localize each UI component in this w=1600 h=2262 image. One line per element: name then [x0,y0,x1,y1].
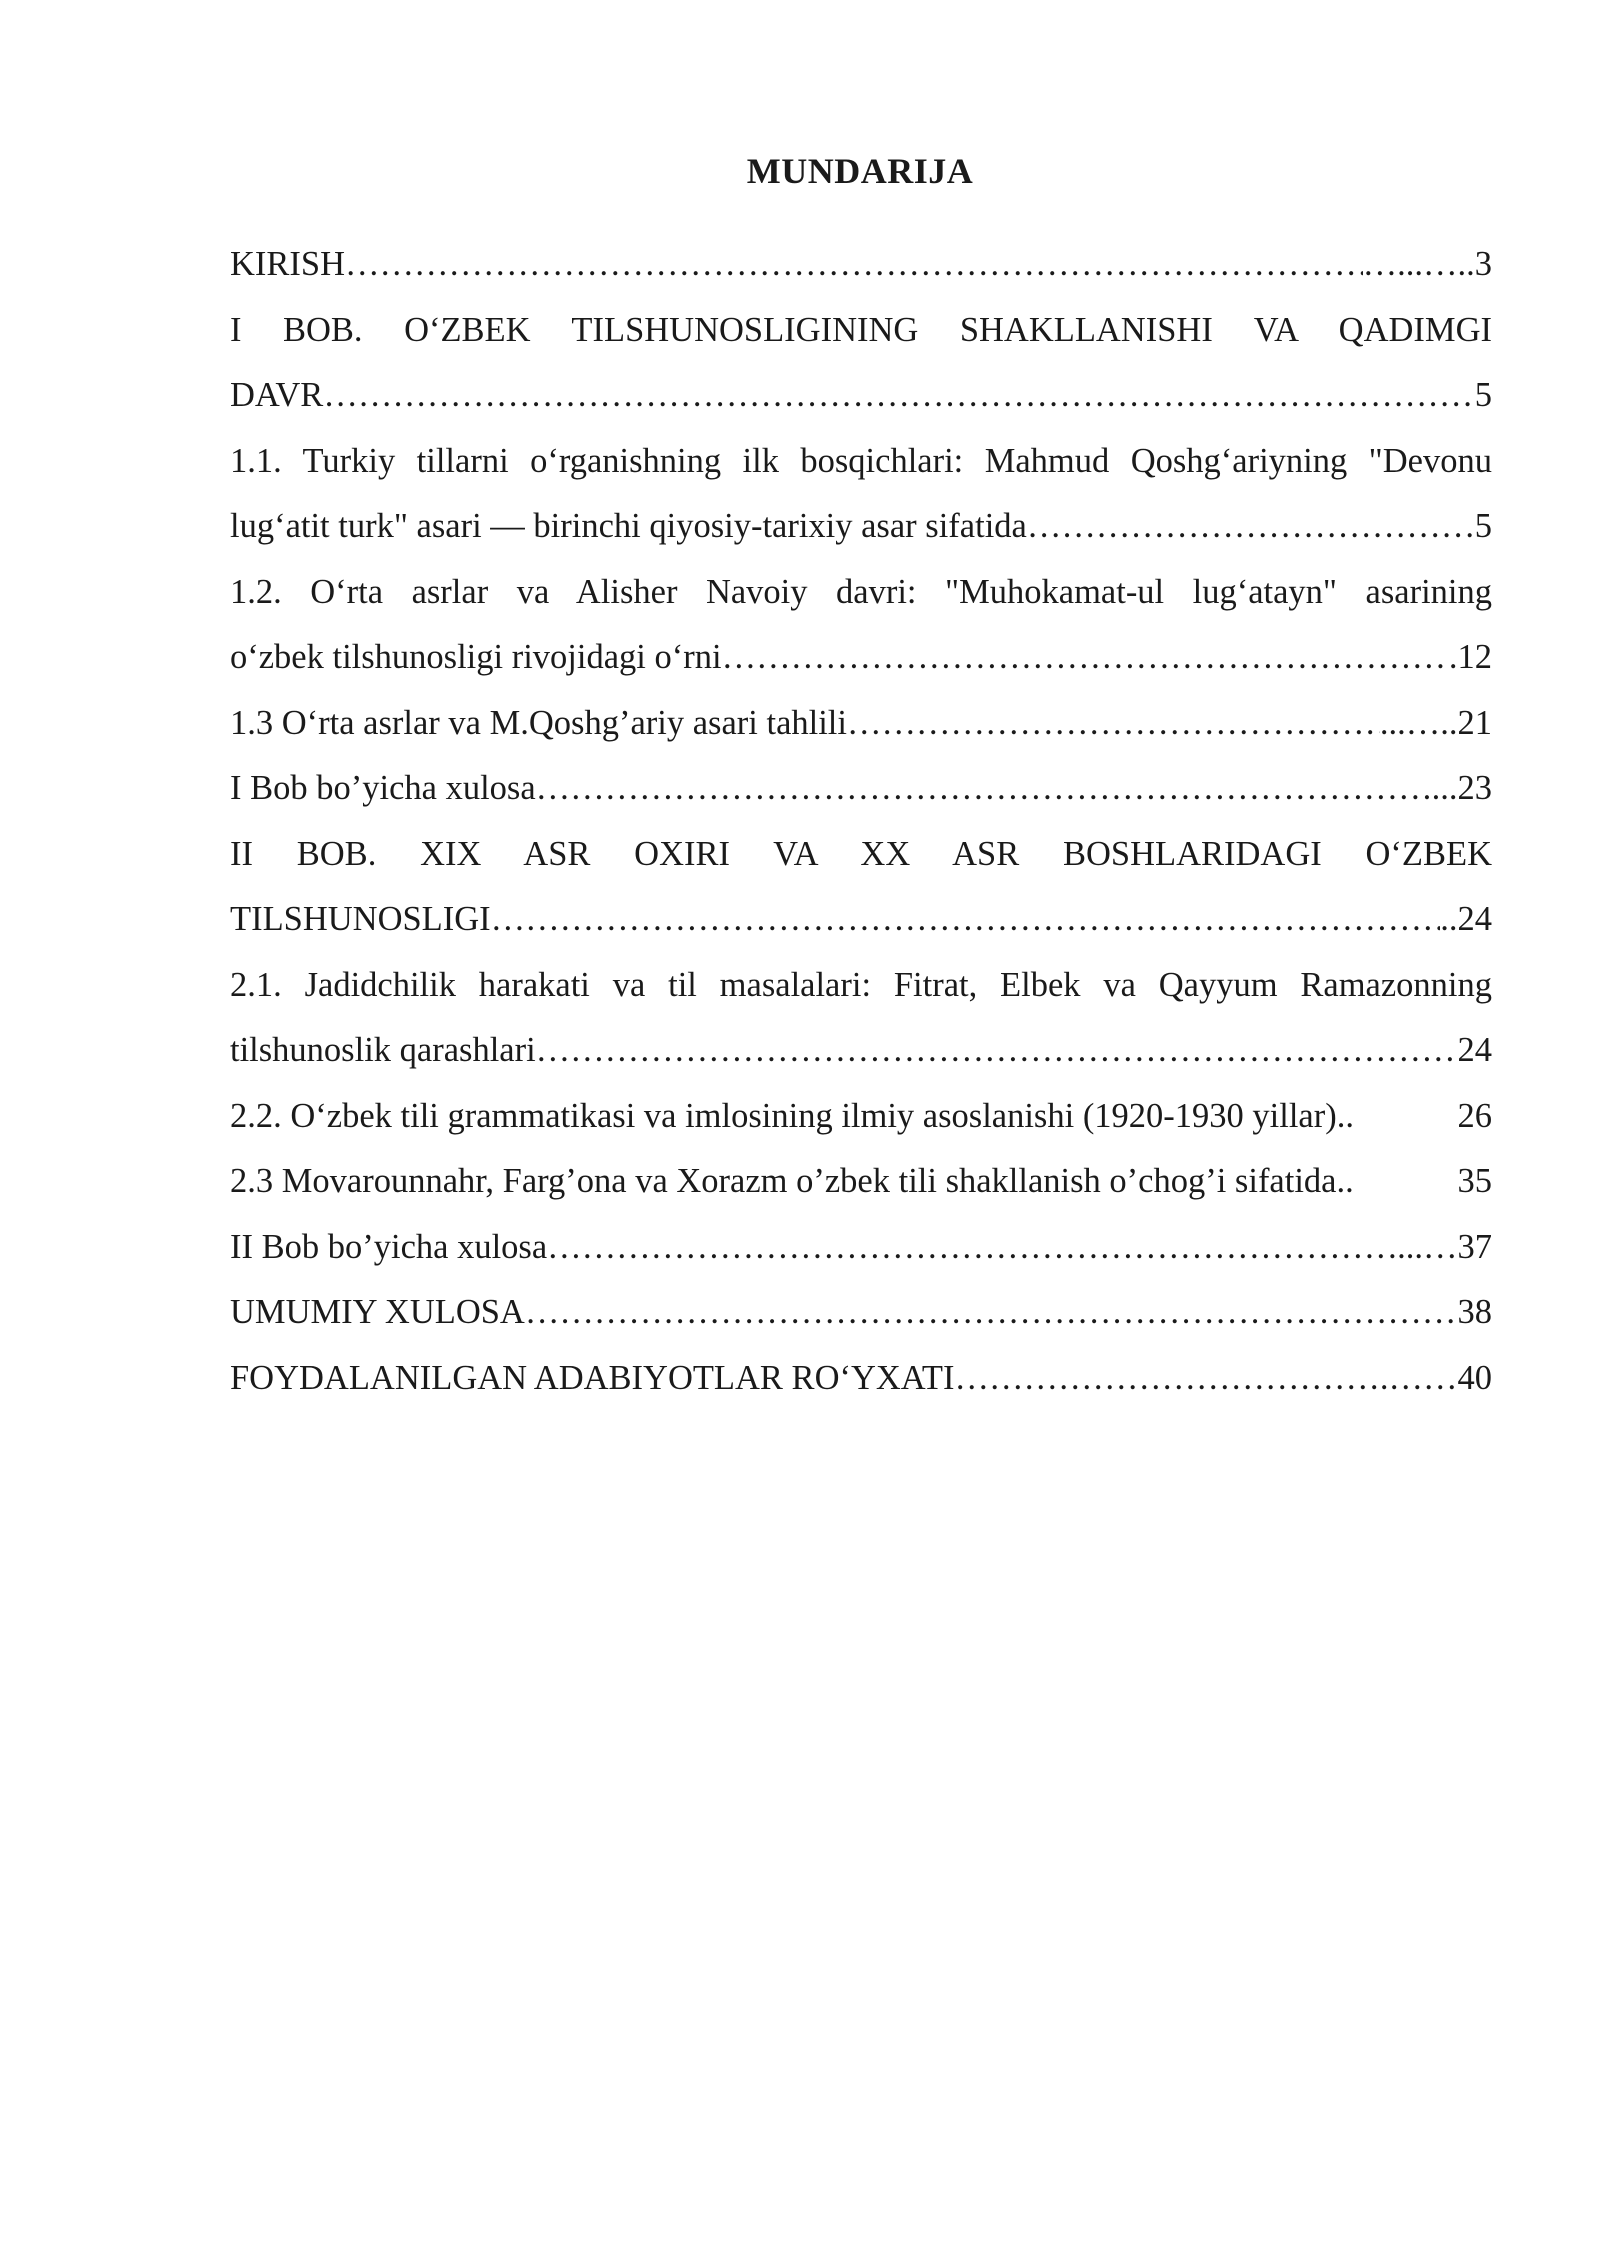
toc-entry-title: UMUMIY XULOSA [230,1293,525,1331]
toc-entry-row [230,887,1492,953]
toc-entry-title: II Bob bo’yicha xulosa [230,1227,548,1266]
dot-leader [536,1018,1458,1084]
toc-page-number: 24 [1457,900,1492,938]
toc-page-number: 38 [1457,1293,1492,1331]
toc-page-number: 23 [1457,769,1492,807]
toc-page-number: 5 [1474,376,1492,414]
dot-leader [345,232,1363,298]
toc-entry-title: o‘zbek tilshunosligi rivojidagi o‘rni [230,638,722,676]
toc-entry [230,1215,1492,1281]
toc-entry-row [230,1215,1492,1281]
toc-entry [230,1346,1492,1412]
dot-leader [722,625,1449,691]
toc-entry-row [230,494,1492,560]
toc-page-number: 21 [1457,703,1492,742]
toc-entry-title: KIRISH [230,245,346,283]
toc-entry-title: TILSHUNOSLIGI [230,900,491,938]
table-of-contents [230,232,1492,1411]
leader-tail: .. [1440,900,1458,938]
leader-tail: ... [1431,769,1458,807]
toc-entry [230,756,1492,822]
toc-page-number: 12 [1457,638,1492,676]
leader-tail: ...… [1397,1227,1458,1266]
toc-page-number: 35 [1457,1162,1492,1200]
toc-entry-title: 2.3 Movarounnahr, Farg’ona va Xorazm o’zbek tili shakllanish o’chog’i sifatida.. [230,1162,1354,1200]
toc-entry-row [230,1018,1492,1084]
toc-entry-row [230,1084,1492,1150]
toc-entry-row [230,363,1492,429]
toc-entry-row [230,1346,1492,1412]
toc-page-number: 24 [1457,1031,1492,1069]
leader-tail: ...….. [1379,703,1458,742]
toc-page-number: 3 [1474,245,1492,283]
toc-entry-title: tilshunoslik qarashlari [230,1031,536,1069]
toc-entry [230,1280,1492,1346]
toc-entry [230,429,1492,560]
toc-entry [230,298,1492,429]
dot-leader [847,691,1380,757]
toc-entry-title: 1.3 O‘rta asrlar va M.Qoshg’ariy asari tahlili [230,703,847,742]
toc-entry-title: FOYDALANILGAN ADABIYOTLAR RO‘YXATI [230,1358,955,1397]
toc-page-number: 40 [1457,1358,1492,1397]
toc-page-number: 26 [1457,1096,1492,1135]
toc-entry [230,1149,1492,1215]
toc-entry [230,953,1492,1084]
toc-entry [230,232,1492,298]
toc-entry-title: 2.2. O‘zbek tili grammatikasi va imlosining ilmiy asoslanishi (1920-1930 yillar).. [230,1096,1354,1135]
toc-entry-title: I Bob bo’yicha xulosa [230,769,536,807]
dot-leader [547,1215,1397,1281]
toc-entry [230,691,1492,757]
toc-entry-row [230,232,1492,298]
toc-entry-row [230,1149,1492,1215]
leader-tail: .…… [1379,1358,1458,1397]
dot-leader [323,363,1474,429]
toc-entry-row [230,1280,1492,1346]
toc-page-number: 37 [1457,1227,1492,1266]
toc-page-number: 5 [1474,507,1492,545]
toc-entry-line: 1.2. O‘rta asrlar va Alisher Navoiy davri: "Muhokamat-ul lug‘atayn" asarining [230,572,1492,611]
dot-leader [536,756,1432,822]
toc-entry-title: lug‘atit turk" asari — birinchi qiyosiy-tarixiy asar sifatida [230,507,1027,545]
leader-tail: …...….. [1362,245,1475,283]
dot-leader [491,887,1441,953]
toc-entry-line: 1.1. Turkiy tillarni o‘rganishning ilk bosqichlari: Mahmud Qoshg‘ariyning "Devonu [230,441,1492,480]
leader-tail: . [1448,638,1458,676]
toc-entry-title: DAVR [230,376,324,414]
toc-entry-line: I BOB. O‘ZBEK TILSHUNOSLIGINING SHAKLLANISHI VA QADIMGI [230,310,1492,349]
toc-entry [230,1084,1492,1150]
dot-leader [525,1280,1458,1346]
dot-leader [954,1346,1379,1412]
toc-entry-line: II BOB. XIX ASR OXIRI VA XX ASR BOSHLARIDAGI O‘ZBEK [230,834,1492,873]
page-title: MUNDARIJA [746,151,974,191]
toc-entry-line: 2.1. Jadidchilik harakati va til masalalari: Fitrat, Elbek va Qayyum Ramazonning [230,965,1492,1004]
toc-entry-row [230,625,1492,691]
toc-entry [230,822,1492,953]
toc-entry-row [230,756,1492,822]
toc-entry [230,560,1492,691]
dot-leader [1027,494,1475,560]
toc-entry-row [230,691,1492,757]
